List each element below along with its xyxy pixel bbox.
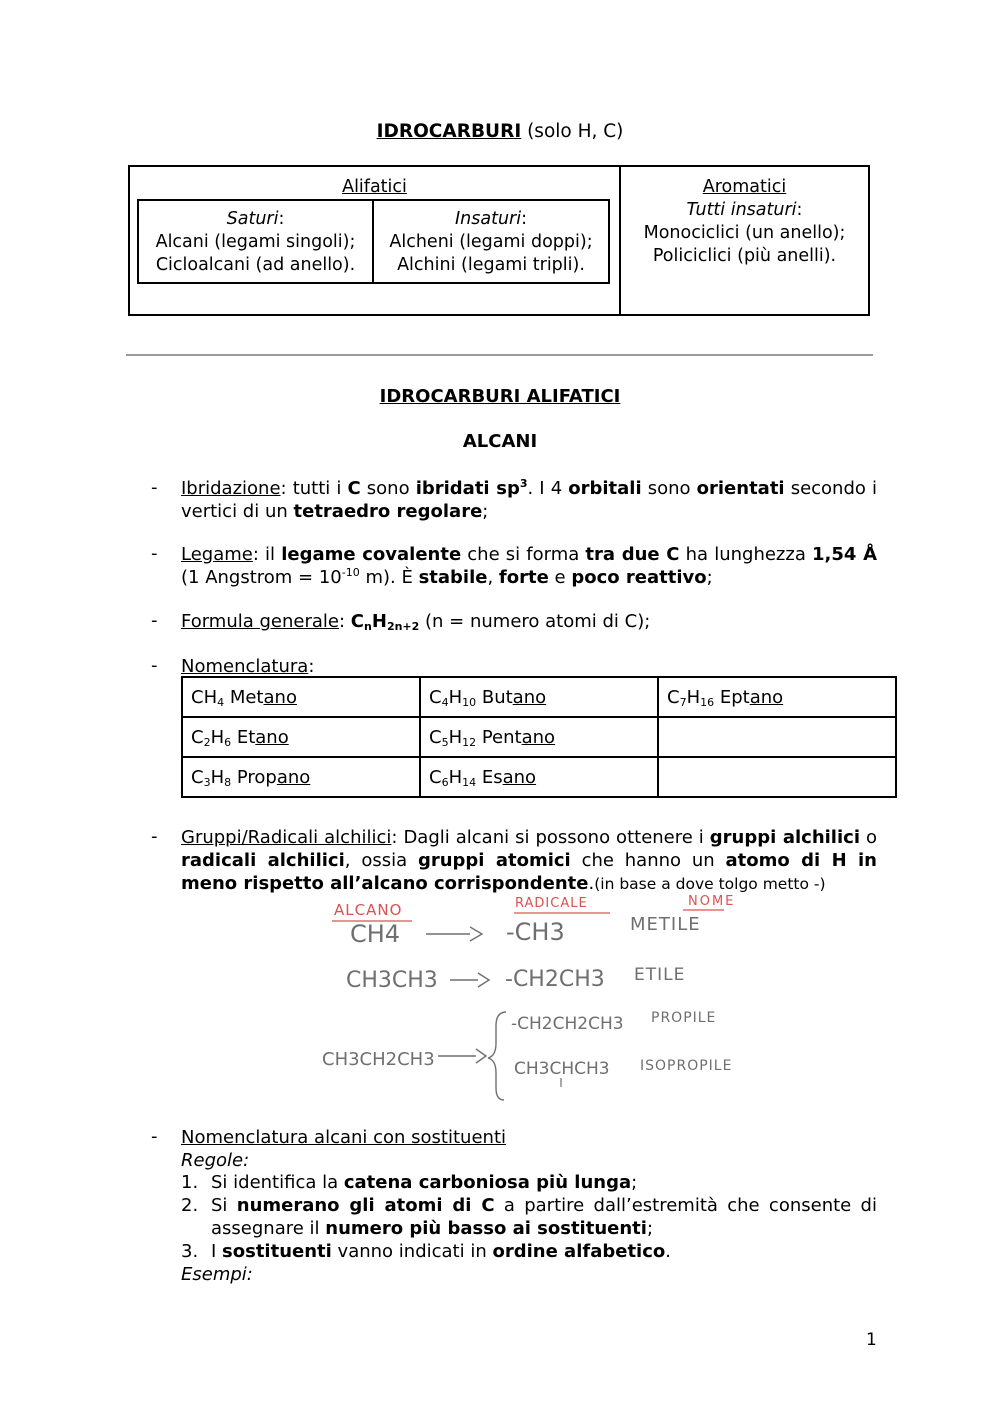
- bullet-marker: -: [151, 610, 158, 631]
- page-number: 1: [866, 1330, 877, 1350]
- table-cell: $CH_4$ Metano: [182, 677, 420, 717]
- bullet-marker: -: [151, 826, 158, 847]
- horizontal-rule: [126, 354, 873, 356]
- list-item: 3. I sostituenti vanno indicati in ordine alfabetico.: [181, 1241, 671, 1262]
- esempi-label: Esempi:: [181, 1264, 253, 1285]
- arrow-head: [476, 1049, 486, 1063]
- unsaturated-cell: Insaturi: Alcheni (legami doppi); Alchini (legami tripli).: [389, 209, 593, 275]
- gruppi-paragraph: Gruppi/Radicali alchilici: Dagli alcani si possono ottenere i gruppi alchilici o radicali alchilici, ossia gruppi atomici che hanno un atomo di H in meno rispetto all’alcano corrispondente.(in base a dove tolgo metto -): [181, 827, 877, 894]
- sostituenti-label: Nomenclatura alcani con sostituenti: [181, 1127, 507, 1148]
- row2-alcano: CH3CH3: [346, 968, 438, 993]
- table-cell: $C_4H_{10}$ Butano: [420, 677, 658, 717]
- handwritten-label-radicale: RADICALE: [515, 896, 588, 911]
- ibridazione-paragraph: Ibridazione: tutti i C sono ibridati $sp^3$. I 4 orbitali sono orientati secondo i vertici di un tetraedro regolare;: [181, 477, 877, 522]
- aromatic-cell: Aromatici Tutti insaturi: Monociclici (un anello); Policiclici (più anelli).: [643, 177, 846, 266]
- page-title: IDROCARBURI (solo H, C): [376, 121, 624, 142]
- row2-nome: ETILE: [634, 965, 686, 985]
- table-cell: $C_2H_6$ Etano: [182, 717, 420, 757]
- list-item: 1. Si identifica la catena carboniosa più lunga;: [181, 1172, 638, 1193]
- curly-brace: [488, 1012, 506, 1100]
- handwritten-alkyl-diagram: [300, 888, 770, 1103]
- table-row: [182, 677, 896, 717]
- bullet-marker: -: [151, 655, 158, 676]
- saturated-cell: Saturi: Alcani (legami singoli); Cicloalcani (ad anello).: [155, 209, 356, 275]
- row3-nome-propile: PROPILE: [651, 1010, 717, 1026]
- table-row: [182, 717, 896, 757]
- row2-radicale: -CH2CH3: [505, 967, 605, 992]
- bullet-marker: -: [151, 477, 158, 498]
- row1-nome: METILE: [630, 914, 701, 935]
- nomenclature-table: [181, 676, 897, 798]
- handwritten-label-alcano: ALCANO: [334, 901, 403, 919]
- row3-nome-isopropile: ISOPROPILE: [640, 1058, 733, 1074]
- bullet-marker: -: [151, 1126, 158, 1147]
- table-cell: $C_6H_{14}$ Esano: [420, 757, 658, 797]
- arrow-head: [470, 927, 482, 941]
- arrow-head: [478, 973, 489, 987]
- row3-radicale-isopropile: CH3CHCH3: [514, 1059, 610, 1079]
- row1-radicale: -CH3: [506, 918, 565, 946]
- regole-label: Regole:: [181, 1150, 250, 1171]
- list-item: 2. Si numerano gli atomi di C a partire dall’estremità che consente di assegnare il numero più basso ai sostituenti;: [181, 1195, 877, 1239]
- subsection-title: ALCANI: [462, 431, 538, 452]
- row3-radicale-propile: -CH2CH2CH3: [511, 1014, 624, 1034]
- table-cell: [658, 757, 896, 797]
- table-cell: [658, 717, 896, 757]
- table-cell: $C_7H_{16}$ Eptano: [658, 677, 896, 717]
- nomenclatura-label: Nomenclatura:: [181, 656, 315, 677]
- table-cell: $C_5H_{12}$ Pentano: [420, 717, 658, 757]
- section-title: IDROCARBURI ALIFATICI: [379, 386, 621, 407]
- table-cell: $C_3H_8$ Propano: [182, 757, 420, 797]
- table-row: [182, 757, 896, 797]
- formula-paragraph: Formula generale: $C_nH_{2n+2}$ (n = numero atomi di C);: [181, 611, 651, 633]
- bullet-marker: -: [151, 543, 158, 564]
- legame-paragraph: Legame: il legame covalente che si forma tra due C ha lunghezza 1,54 Å (1 Angstrom = $10^{-10}$ m). È stabile, forte e poco reattivo;: [181, 544, 877, 588]
- row3-alcano: CH3CH2CH3: [322, 1049, 435, 1070]
- aliphatic-header: Alifatici: [342, 177, 407, 197]
- handwritten-label-nome: NOME: [688, 894, 736, 909]
- row1-alcano: CH4: [350, 920, 401, 948]
